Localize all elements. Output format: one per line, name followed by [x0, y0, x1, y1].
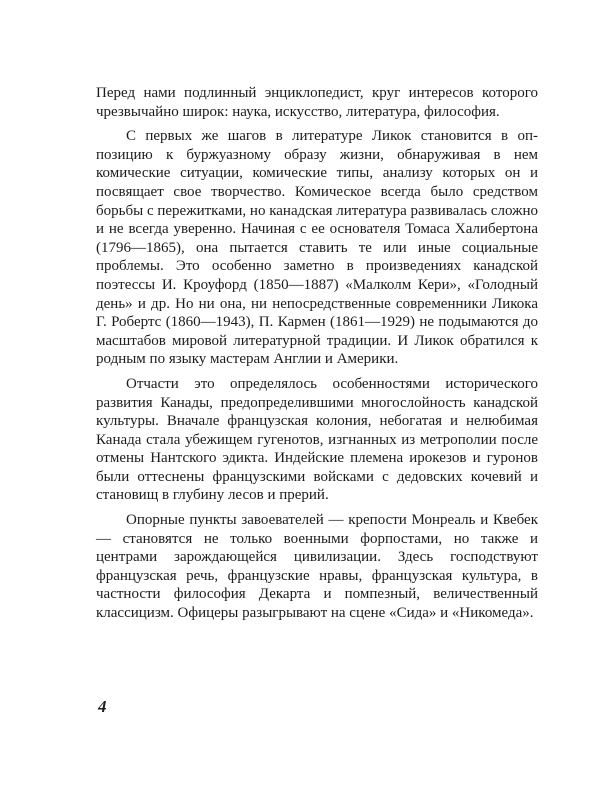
page-body	[96, 84, 538, 784]
paragraph-3: Отчасти это определялось особенностями исторического развития Канады, предопределившими многослойность канадской культуры. Вначале французская колония, небогатая и нелюбимая Канада стала убежищем гугенотов, изгнанных из метрополии после отмены Нантского эдикта. Индейские племена ирокезов и гуронов были оттеснены французскими войсками с дедовских кочевий и становищ в глубину лесов и прерий.	[96, 375, 538, 504]
paragraph-2: С первых же шагов в литературе Ликок становится в оппозицию к буржуазному образу жизни, обнаруживая в нем комические ситуации, комические типы, анализу которых он и посвящает свое творчество. Комическое всегда было средством борьбы с пережитками, но канадская литература развивалась сложно и не всегда уверенно. Начиная с ее основателя Томаса Халибертона (1796—1865), она пытается ставить те или иные социальные проблемы. Это особенно заметно в произведениях канадской поэтессы И. Кроуфорд (1850—1887) «Малколм Кери», «Голодный день» и др. Но ни она, ни непосредственные современники Ликока Г. Робертс (1860—1943), П. Кармен (1861—1929) не подымаются до масштабов мировой литературной традиции. И Ликок обратился к родным по языку мастерам Англии и Америки.	[96, 128, 538, 368]
paragraph-4: Опорные пункты завоевателей — крепости Монреаль и Квебек — становятся не только военными форпостами, но также и центрами зарождающейся цивилизации. Здесь господствуют французская речь, французские нравы, французская культура, в частности философия Декарта и помпезный, величественный классицизм. Офицеры разыгрывают на сцене «Сида» и «Никомеда».	[96, 512, 538, 622]
paragraph-1: Перед нами подлинный энциклопедист, круг интересов которого чрезвычайно широк: наука, искусство, литература, философия.	[96, 85, 538, 120]
page-number: 4	[98, 697, 107, 716]
